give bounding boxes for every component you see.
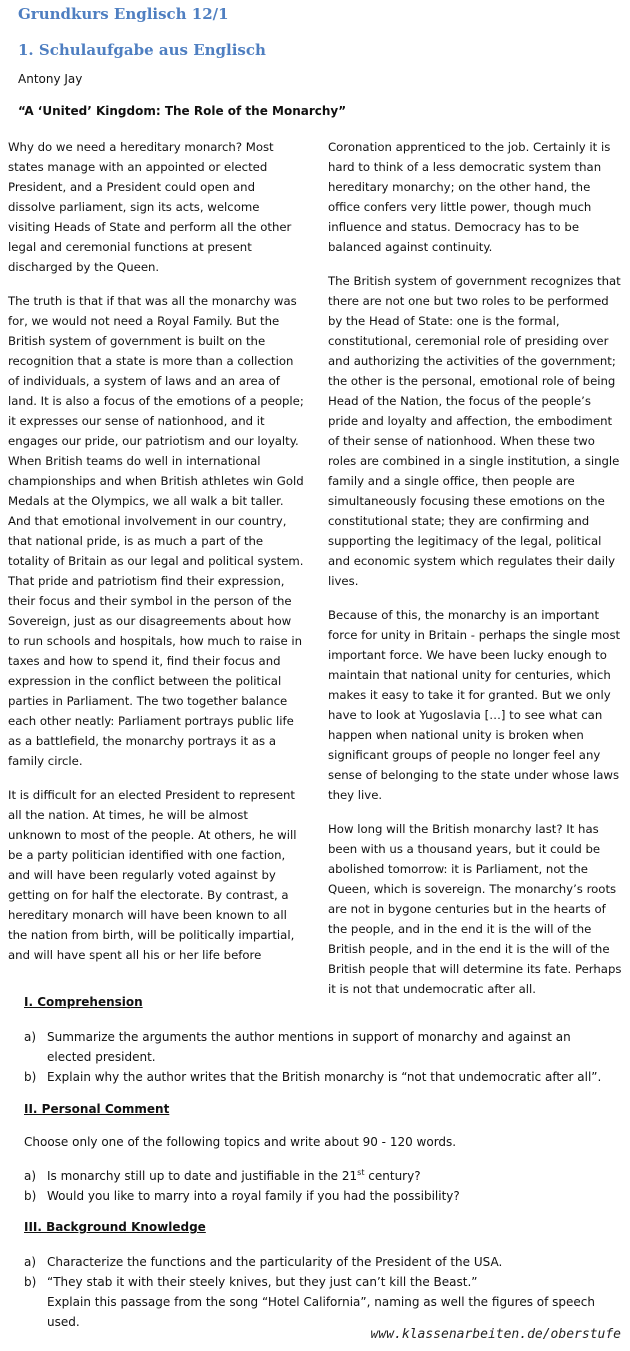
text-column-right: [328, 137, 624, 1013]
course-title: Grundkurs Englisch 12/1: [18, 5, 229, 23]
list-item: [24, 1252, 614, 1272]
task-text: Would you like to marry into a royal family if you had the possibility?: [47, 1189, 460, 1203]
background-tasks: [24, 1252, 614, 1332]
task-text: Explain this passage from the song “Hotel California”, naming as well the figures of speech used.: [47, 1295, 595, 1329]
text-column-left: [8, 137, 304, 979]
exam-title: 1. Schulaufgabe aus Englisch: [18, 41, 266, 59]
list-item: [24, 1027, 614, 1067]
superscript: st: [357, 1168, 365, 1177]
item-label: b): [24, 1275, 37, 1289]
paragraph: Because of this, the monarchy is an important force for unity in Britain - perhaps the single most important force. We have been lucky enough to maintain that national unity for centuries, which makes it easy to take it for granted. But we only have to look at Yugoslavia […] to see what can happen when national unity is broken when significant groups of people no longer feel any sense of belonging to the state under whose laws they live.: [328, 608, 621, 802]
list-item: [24, 1272, 614, 1332]
comment-tasks: [24, 1166, 614, 1206]
paragraph: It is difficult for an elected President to represent all the nation. At times, he will be almost unknown to most of the people. At others, he will be a party politician identified with one faction, and will have been regularly voted against by getting on for half the electorate. By contrast, a hereditary monarch will have been known to all the nation from birth, will be politically impartial, and will have spent all his or her life before: [8, 788, 297, 962]
item-label: a): [24, 1255, 37, 1269]
section-heading-comprehension: I. Comprehension: [24, 995, 143, 1009]
task-text: Summarize the arguments the author mentions in support of monarchy and against an elected president.: [47, 1030, 571, 1064]
item-label: a): [24, 1169, 37, 1183]
task-text: century?: [364, 1169, 421, 1183]
footer-url: www.klassenarbeiten.de/oberstufe: [370, 1327, 621, 1342]
paragraph: The British system of government recognizes that there are not one but two roles to be performed by the Head of State: one is the formal, constitutional, ceremonial role of presiding over and authorizing the activities of the government; the other is the personal, emotional role of being Head of the Nation, the focus of the people’s pride and loyalty and affection, the embodiment of their sense of nationhood. When these two roles are combined in a single institution, a single family and a single office, then people are simultaneously focusing these emotions on the constitutional state; they are confirming and supporting the legitimacy of the legal, political and economic system which regulates their daily lives.: [328, 274, 621, 588]
item-label: b): [24, 1189, 37, 1203]
list-item: [24, 1186, 614, 1206]
paragraph: Coronation apprenticed to the job. Certainly it is hard to think of a less democratic system than hereditary monarchy; on the other hand, the office confers very little power, though much influence and status. Democracy has to be balanced against continuity.: [328, 140, 611, 254]
comprehension-tasks: [24, 1027, 614, 1087]
task-text: Explain why the author writes that the British monarchy is “not that undemocratic after all”.: [47, 1070, 602, 1084]
task-text: Characterize the functions and the particularity of the President of the USA.: [47, 1255, 503, 1269]
paragraph: Why do we need a hereditary monarch? Most states manage with an appointed or elected President, and a President could open and dissolve parliament, sign its acts, welcome visiting Heads of State and perform all the other legal and ceremonial functions at present discharged by the Queen.: [8, 140, 292, 274]
author-name: Antony Jay: [18, 72, 83, 86]
comment-intro: Choose only one of the following topics and write about 90 - 120 words.: [24, 1135, 457, 1149]
list-item: [24, 1166, 614, 1186]
quote-text: “They stab it with their steely knives, but they just can’t kill the Beast.”: [47, 1275, 478, 1289]
section-heading-background: III. Background Knowledge: [24, 1220, 206, 1234]
paragraph: The truth is that if that was all the monarchy was for, we would not need a Royal Family. But the British system of government is built on the recognition that a state is more than a collection of individuals, a system of laws and an area of land. It is also a focus of the emotions of a people; it expresses our sense of nationhood, and it engages our pride, our patriotism and our loyalty. When British teams do well in international championships and when British athletes win Gold Medals at the Olympics, we all walk a bit taller. And that emotional involvement in our country, that national pride, is as much a part of the totality of Britain as our legal and political system. That pride and patriotism find their expression, their focus and their symbol in the person of the Sovereign, just as our disagreements about how to run schools and hospitals, how much to raise in taxes and how to spend it, find their focus and expression in the conflict between the political parties in Parliament. The two together balance each other neatly: Parliament portrays public life as a battlefield, the monarchy portrays it as a family circle.: [8, 294, 304, 768]
article-title: “A ‘United’ Kingdom: The Role of the Monarchy”: [18, 104, 347, 118]
task-text: Is monarchy still up to date and justifiable in the 21: [47, 1169, 358, 1183]
item-label: a): [24, 1030, 37, 1044]
paragraph: How long will the British monarchy last? It has been with us a thousand years, but it could be abolished tomorrow: it is Parliament, not the Queen, which is sovereign. The monarchy’s roots are not in bygone centuries but in the hearts of the people, and in the end it is the will of the British people, and in the end it is the will of the British people that will determine its fate. Perhaps it is not that undemocratic after all.: [328, 822, 622, 996]
item-label: b): [24, 1070, 37, 1084]
section-heading-personal-comment: II. Personal Comment: [24, 1102, 170, 1116]
list-item: [24, 1067, 614, 1087]
